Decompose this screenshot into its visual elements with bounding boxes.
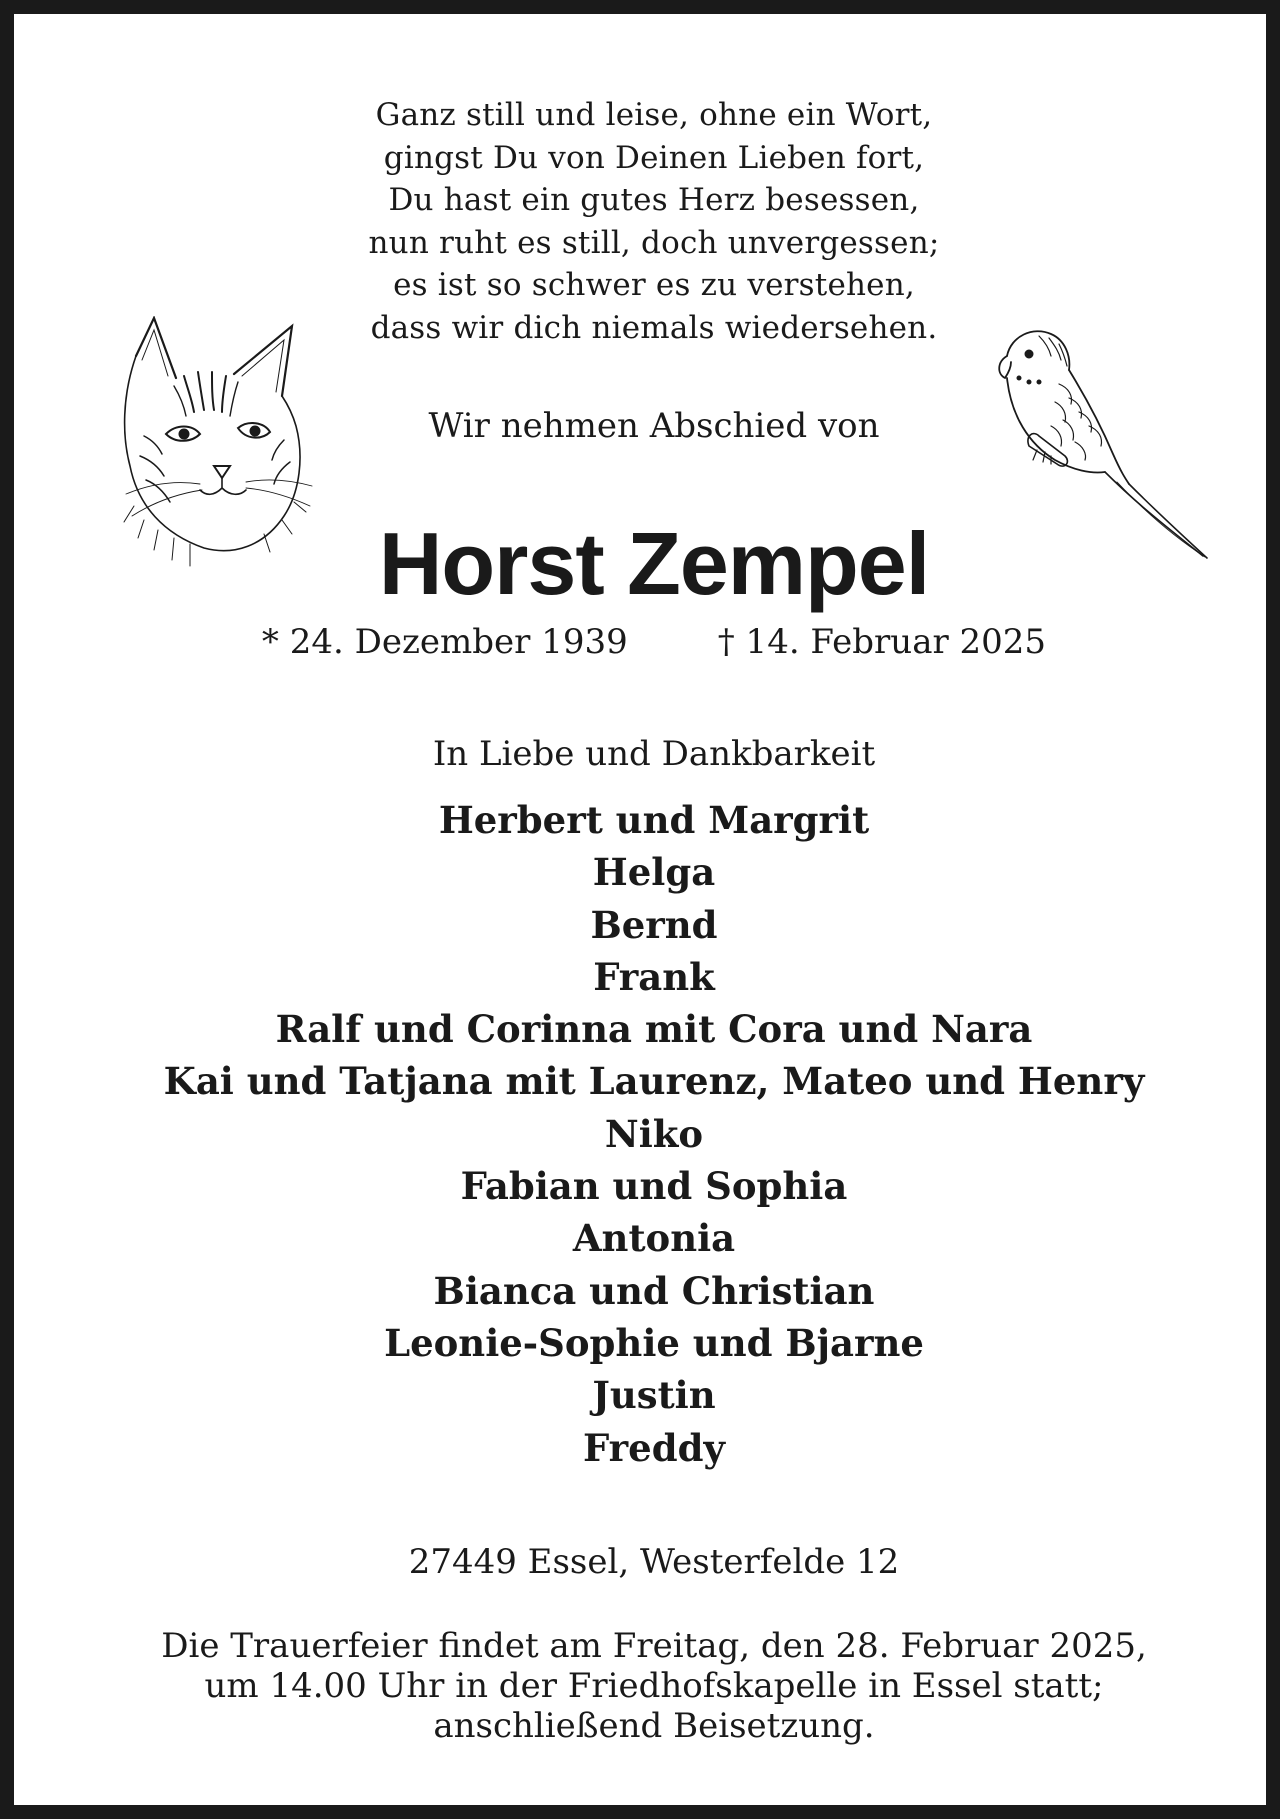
- life-dates: [14, 620, 1280, 664]
- poem-line: dass wir dich niemals wiedersehen.: [370, 309, 938, 346]
- family-member: Fabian und Sophia: [460, 1164, 848, 1209]
- family-member: Bernd: [590, 902, 718, 947]
- poem-line: es ist so schwer es zu verstehen,: [393, 267, 915, 303]
- service-line: um 14.00 Uhr in der Friedhofskapelle in Essel statt;: [204, 1666, 1104, 1706]
- thanks-line: In Liebe und Dankbarkeit: [432, 734, 876, 774]
- family-member: Freddy: [583, 1425, 725, 1470]
- poem-line: Ganz still und leise, ohne ein Wort,: [375, 97, 933, 133]
- family-member: Frank: [593, 954, 715, 999]
- family-member: Bianca und Christian: [433, 1268, 875, 1313]
- deceased-name: Horst Zempel: [378, 514, 930, 613]
- poem-line: gingst Du von Deinen Lieben fort,: [383, 139, 925, 176]
- family-member: Antonia: [572, 1216, 736, 1261]
- poem-line: Du hast ein gutes Herz besessen,: [388, 182, 920, 218]
- service-line: anschließend Beisetzung.: [433, 1706, 875, 1746]
- intro-line: Wir nehmen Abschied von: [428, 406, 880, 446]
- family-member: Herbert und Margrit: [438, 798, 870, 842]
- poem-line: nun ruht es still, doch unvergessen;: [368, 224, 940, 261]
- family-member: Kai und Tatjana mit Laurenz, Mateo und Henry: [163, 1059, 1145, 1104]
- service-notice: [14, 1626, 1280, 1746]
- birth-date: * 24. Dezember 1939: [261, 622, 628, 662]
- family-list: [14, 794, 1280, 1474]
- family-member: Justin: [592, 1373, 716, 1418]
- family-member: Ralf und Corinna mit Cora und Nara: [275, 1007, 1033, 1052]
- family-member: Helga: [592, 850, 716, 895]
- family-member: Niko: [604, 1111, 704, 1156]
- family-member: Leonie-Sophie und Bjarne: [384, 1320, 924, 1365]
- address: 27449 Essel, Westerfelde 12: [408, 1542, 900, 1582]
- death-date: † 14. Februar 2025: [717, 622, 1047, 662]
- service-line: Die Trauerfeier findet am Freitag, den 28. Februar 2025,: [161, 1626, 1147, 1666]
- poem: [14, 94, 1280, 349]
